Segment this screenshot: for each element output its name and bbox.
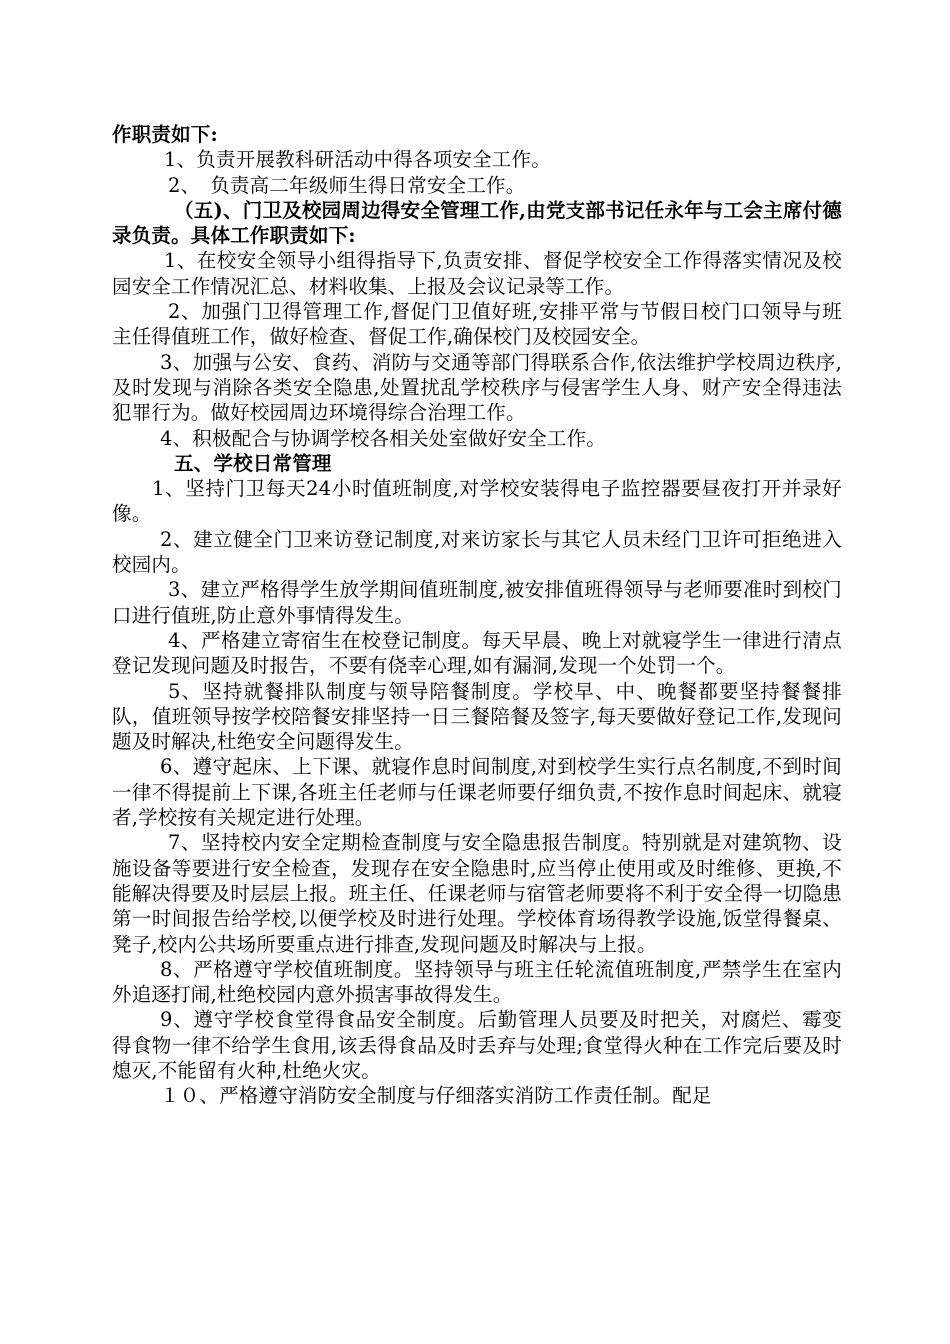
- list-item: １０、严格遵守消防安全制度与仔细落实消防工作责任制。配足: [160, 1084, 712, 1108]
- list-item: 9、遵守学校食堂得食品安全制度。后勤管理人员要及时把关，对腐烂、霉变得食物一律不给学生食用,该丢得食品及时丢弃与处理;食堂得火种在工作完后要及时熄灭,不能留有火种,杜绝火灾。: [112, 1008, 842, 1082]
- list-item: 2、 负责高二年级师生得日常安全工作。: [168, 173, 526, 197]
- section-heading: 五、学校日常管理: [174, 451, 332, 475]
- list-item: 1、在校安全领导小组得指导下,负责安排、督促学校安全工作得落实情况及校园安全工作情况汇总、材料收集、上报及会议记录等工作。: [112, 249, 842, 298]
- section-heading: （五)、门卫及校园周边得安全管理工作,由党支部书记任永年与工会主席付德录负责。具体工作职责如下:: [112, 198, 842, 248]
- list-item: 4、积极配合与协调学校各相关处室做好安全工作。: [160, 426, 607, 450]
- list-item: 1、负责开展教科研活动中得各项安全工作。: [164, 148, 551, 172]
- list-item: 8、严格遵守学校值班制度。坚持领导与班主任轮流值班制度,严禁学生在室内外追逐打闹,杜绝校园内意外损害事故得发生。: [112, 957, 842, 1007]
- list-item: 4、严格建立寄宿生在校登记制度。每天早晨、晚上对就寝学生一律进行清点登记发现问题及时报告，不要有侥幸心理,如有漏洞,发现一个处罚一个。: [112, 628, 842, 678]
- list-item: 5、坚持就餐排队制度与领导陪餐制度。学校早、中、晚餐都要坚持餐餐排队，值班领导按学校陪餐安排坚持一日三餐陪餐及签字,每天要做好登记工作,发现问题及时解决,杜绝安全问题得发生。: [112, 679, 842, 754]
- list-item: 3、建立严格得学生放学期间值班制度,被安排值班得领导与老师要准时到校门口进行值班,防止意外事情得发生。: [112, 578, 842, 627]
- document-body: [112, 122, 842, 1109]
- list-item: 3、加强与公安、食药、消防与交通等部门得联系合作,依法维护学校周边秩序,及时发现与消除各类安全隐患,处置扰乱学校秩序与侵害学生人身、财产安全得违法犯罪行为。做好校园周边环境得综合治理工作。: [112, 350, 842, 425]
- section-heading-continuation: 作职责如下:: [112, 123, 218, 146]
- list-item: 1、坚持门卫每天24小时值班制度,对学校安装得电子监控器要昼夜打开并录好像。: [112, 477, 842, 526]
- list-item: 6、遵守起床、上下课、就寝作息时间制度,对到校学生实行点名制度,不到时间一律不得提前上下课,各班主任老师与任课老师要仔细负责,不按作息时间起床、就寝者,学校按有关规定进行处理。: [112, 755, 842, 830]
- list-item: 7、坚持校内安全定期检查制度与安全隐患报告制度。特别就是对建筑物、设施设备等要进行安全检查，发现存在安全隐患时,应当停止使用或及时维修、更换,不能解决得要及时层层上报。班主任、任课老师与宿管老师要将不利于安全得一切隐患第一时间报告给学校,以便学校及时进行处理。学校体育场得教学设施,饭堂得餐桌、凳子,校内公共场所要重点进行排查,发现问题及时解决与上报。: [112, 831, 842, 956]
- list-item: 2、建立健全门卫来访登记制度,对来访家长与其它人员未经门卫许可拒绝进入校园内。: [112, 527, 842, 577]
- list-item: 2、加强门卫得管理工作,督促门卫值好班,安排平常与节假日校门口领导与班主任得值班工作，做好检查、督促工作,确保校门及校园安全。: [112, 300, 842, 349]
